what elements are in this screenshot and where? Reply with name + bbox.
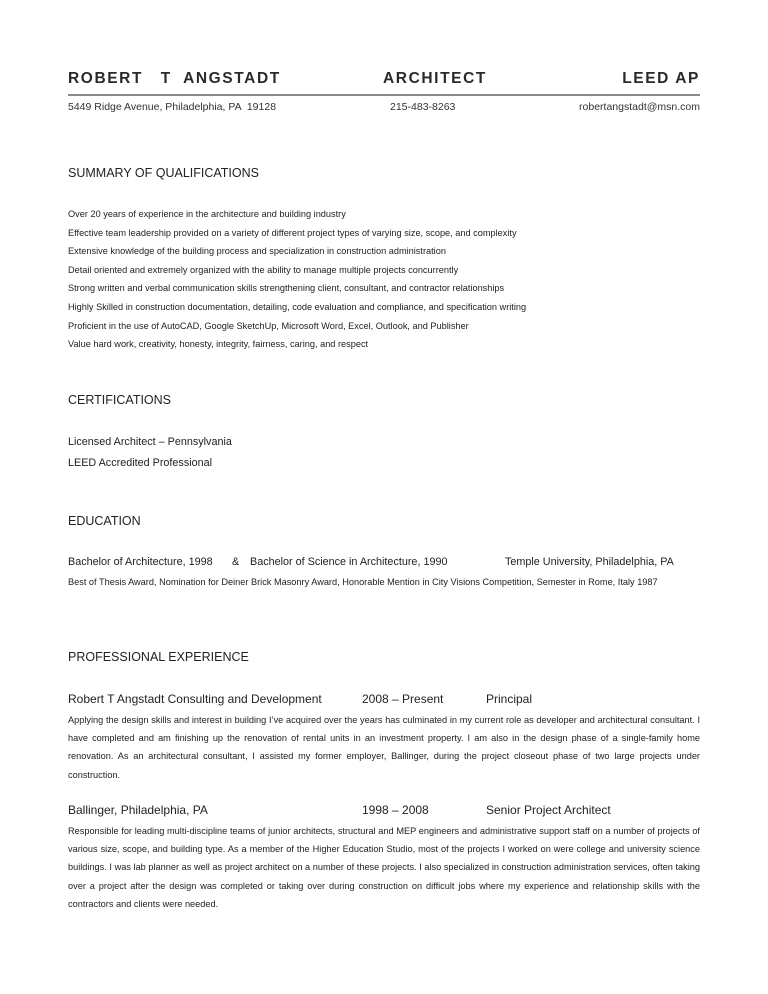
job-description: Responsible for leading multi-discipline teams of junior architects, structural and MEP engineers and administrative support staff on a number of projects of various size, scope, and building type. As a member of the Higher Education Studio, most of the projects I worked on were college and university science buildings. I was lab planner as well as project architect on a number of these projects. I also specialized in construction administration services, often taking over a project after the design was completed or taking over during construction on difficult jobs where my experience and relationship skills with the contractors and clients were needed. (68, 826, 700, 909)
job-role: Senior Project Architect (486, 803, 611, 817)
job-header (68, 803, 700, 819)
header-divider (68, 94, 700, 96)
list-item: Licensed Architect – Pennsylvania (68, 436, 232, 448)
experience-heading: PROFESSIONAL EXPERIENCE (68, 650, 249, 664)
candidate-name: ROBERT T ANGSTADT (68, 70, 281, 87)
candidate-credential: LEED AP (622, 70, 700, 87)
job-description: Applying the design skills and interest in building I’ve acquired over the years has culminated in my current role as developer and architectural consultant. I have completed and am finishing up the renovation of rental units in an investment property. I am also in the design phase of a single-family home renovation. As an architectural consultant, I assisted my former employer, Ballinger, during the project closeout phase of two large projects under construction. (68, 715, 700, 780)
education-heading: EDUCATION (68, 514, 141, 528)
job-company: Robert T Angstadt Consulting and Development (68, 692, 322, 706)
certifications-heading: CERTIFICATIONS (68, 393, 172, 407)
list-item: Strong written and verbal communication skills strengthening client, consultant, and contractor relationships (68, 283, 505, 294)
email: robertangstadt@msn.com (579, 101, 700, 113)
job-years: 1998 – 2008 (362, 803, 429, 817)
degree-separator: & (232, 556, 240, 568)
degree-architecture: Bachelor of Architecture, 1998 (68, 556, 213, 568)
list-item: Detail oriented and extremely organized with the ability to manage multiple projects concurrently (68, 264, 459, 275)
job-company: Ballinger, Philadelphia, PA (68, 803, 208, 817)
list-item: Over 20 years of experience in the architecture and building industry (68, 209, 346, 219)
school: Temple University, Philadelphia, PA (505, 556, 674, 568)
list-item: Effective team leadership provided on a variety of different project types of varying size, scope, and complexity (68, 227, 517, 238)
summary-list (68, 205, 700, 354)
job-header (68, 692, 700, 708)
list-item: Value hard work, creativity, honesty, integrity, fairness, caring, and respect (68, 339, 369, 350)
job-years: 2008 – Present (362, 692, 444, 706)
candidate-title: ARCHITECT (383, 70, 487, 87)
education-honors: Best of Thesis Award, Nomination for Deiner Brick Masonry Award, Honorable Mention in City Visions Competition, Semester in Rome, Italy 1987 (68, 577, 658, 587)
certifications-list (68, 432, 700, 473)
list-item: Proficient in the use of AutoCAD, Google SketchUp, Microsoft Word, Excel, Outlook, and Publisher (68, 320, 469, 331)
list-item: Highly Skilled in construction documentation, detailing, code evaluation and compliance, and specification writing (68, 301, 527, 312)
degree-science: Bachelor of Science in Architecture, 1990 (250, 556, 448, 568)
job-role: Principal (486, 692, 533, 706)
header-name-row (68, 70, 700, 92)
address: 5449 Ridge Avenue, Philadelphia, PA 19128 (68, 101, 277, 113)
summary-heading: SUMMARY OF QUALIFICATIONS (68, 166, 259, 180)
phone: 215-483-8263 (390, 101, 456, 113)
list-item: Extensive knowledge of the building process and specialization in construction administration (68, 246, 446, 257)
list-item: LEED Accredited Professional (68, 456, 213, 469)
